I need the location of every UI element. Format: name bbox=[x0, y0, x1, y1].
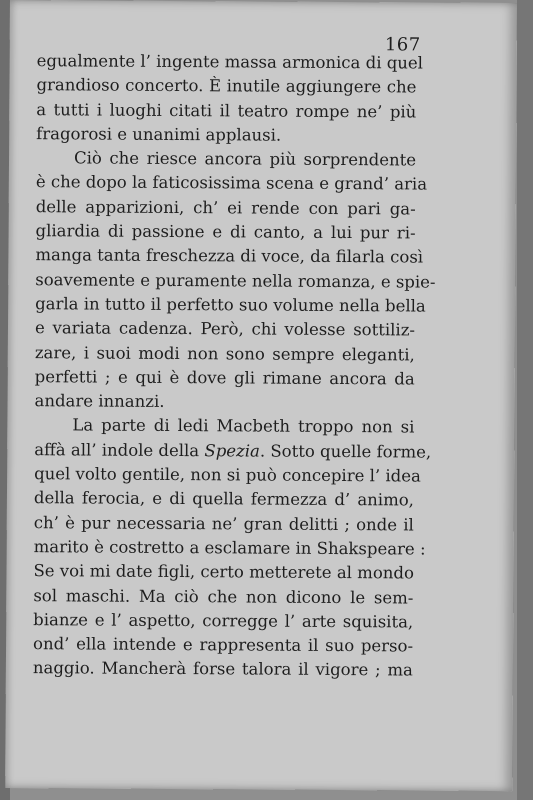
paragraph-1 bbox=[36, 49, 424, 149]
body-text bbox=[32, 49, 436, 683]
text-line: marito è costretto a esclamare in Shakspeare : bbox=[33, 537, 426, 559]
text-line: e variata cadenza. Però, chi volesse sottiliz- bbox=[34, 318, 416, 340]
text-line: Ciò che riesce ancora più sorprendente bbox=[73, 148, 417, 170]
italic-name-spezia: Spezia bbox=[204, 440, 260, 461]
scan-edge-right bbox=[517, 0, 533, 800]
book-page bbox=[5, 0, 517, 791]
text-line: naggio. Mancherà forse talora il vigore ; ma bbox=[32, 658, 413, 680]
text-fragment: affà all’ indole della bbox=[34, 439, 200, 460]
text-line: La parte di ledi Macbeth troppo non si bbox=[72, 415, 415, 437]
text-line: gliardia di passione e di canto, a lui pur ri- bbox=[35, 221, 416, 243]
text-line: della ferocia, e di quella fermezza d’ animo, bbox=[33, 488, 415, 510]
text-line: fragorosi e unanimi applausi. bbox=[36, 124, 282, 145]
paragraph-3 bbox=[32, 414, 432, 684]
text-line: delle apparizioni, ch’ ei rende con pari ga- bbox=[35, 196, 416, 219]
text-line: zare, i suoi modi non sono sempre eleganti, bbox=[34, 342, 415, 365]
text-line: manga tanta freschezza di voce, da filarla così bbox=[35, 245, 424, 267]
text-line: perfetti ; e qui è dove gli rimane ancora da bbox=[34, 367, 415, 389]
text-line: a tutti i luoghi citati il teatro rompe ne’ più bbox=[36, 99, 417, 122]
text-line: garla in tutto il perfetto suo volume nella bella bbox=[35, 294, 426, 316]
paragraph-2 bbox=[34, 146, 436, 416]
text-line: andare innanzi. bbox=[34, 391, 165, 412]
text-line: bianze e l’ aspetto, corregge l’ arte squisita, bbox=[33, 609, 414, 632]
page-number: 167 bbox=[384, 34, 421, 56]
text-line: quel volto gentile, non si può concepire l’ idea bbox=[34, 464, 421, 486]
text-line: soavemente e puramente nella romanza, e spie- bbox=[35, 269, 436, 292]
text-line bbox=[34, 438, 432, 465]
text-line: ch’ è pur necessaria ne’ gran delitti ; onde il bbox=[33, 512, 414, 535]
text-line: grandioso concerto. È inutile aggiungere che bbox=[36, 75, 417, 97]
text-line: sol maschi. Ma ciò che non dicono le sem- bbox=[33, 585, 414, 608]
text-line: Se voi mi date figli, certo metterete al mondo bbox=[33, 561, 414, 583]
text-line: ond’ ella intende e rappresenta il suo perso- bbox=[33, 634, 414, 656]
text-line: è che dopo la faticosissima scena e grand’ aria bbox=[35, 172, 428, 195]
text-fragment: . Sotto quelle forme, bbox=[259, 441, 432, 462]
text-line: egualmente l’ ingente massa armonica di quel bbox=[36, 51, 424, 73]
